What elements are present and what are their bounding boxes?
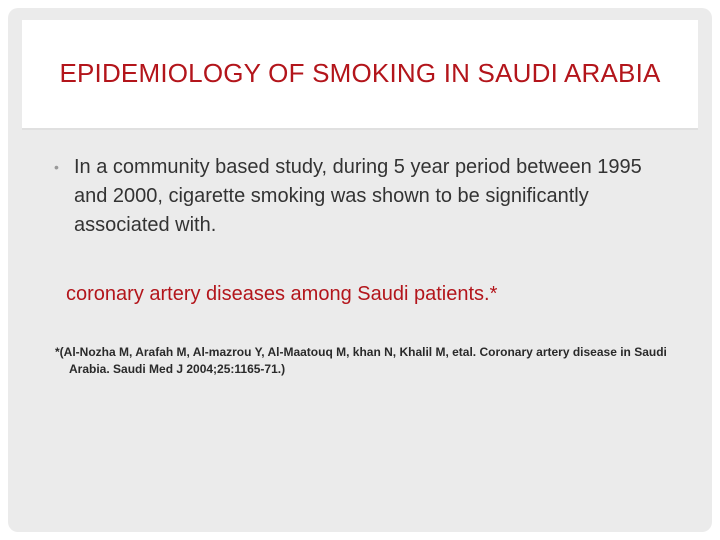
bullet-item <box>54 153 674 240</box>
bullet-icon: • <box>54 159 59 175</box>
slide <box>8 8 712 532</box>
slide-title: EPIDEMIOLOGY OF SMOKING IN SAUDI ARABIA <box>59 58 661 89</box>
emphasis-text: coronary artery diseases among Saudi patients.* <box>66 283 498 305</box>
bullet-text: In a community based study, during 5 year period between 1995 and 2000, cigarette smoking was shown to be significantly associated with. <box>74 156 642 236</box>
title-box <box>22 20 698 130</box>
reference-citation: *(Al-Nozha M, Arafah M, Al-mazrou Y, Al-Maatouq M, khan N, Khalil M, etal. Coronary artery disease in Saudi Arabia. Saudi Med J 2004;25:1165-71.) <box>55 345 667 376</box>
